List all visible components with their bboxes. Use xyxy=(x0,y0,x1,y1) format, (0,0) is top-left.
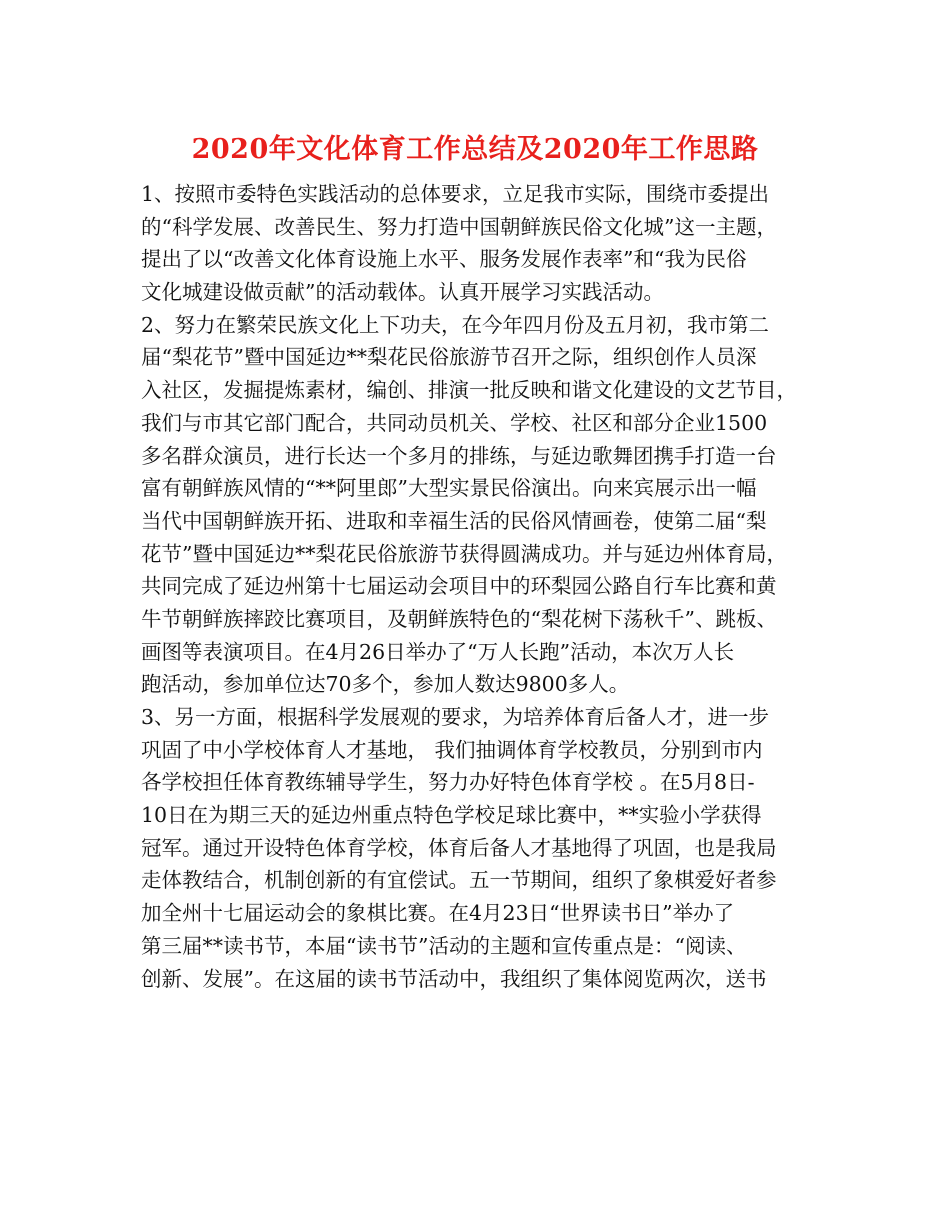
text-line: 2、努力在繁荣民族文化上下功夫，在今年四月份及五月初，我市第二 xyxy=(141,312,770,337)
text-line: 花节”暨中国延边**梨花民俗旅游节获得圆满成功。并与延边州体育局， xyxy=(141,541,787,566)
text-line: 各学校担任体育教练辅导学生，努力办好特色体育学校 。在5月8日- xyxy=(141,770,755,795)
document-title: 2020年文化体育工作总结及2020年工作思路 xyxy=(191,134,759,165)
text-line: 加全州十七届运动会的象棋比赛。在4月23日“世界读书日”举办了 xyxy=(141,901,735,926)
text-line: 提出了以“改善文化体育设施上水平、服务发展作表率”和“我为民俗 xyxy=(141,247,747,272)
text-line: 文化城建设做贡献”的活动载体。认真开展学习实践活动。 xyxy=(141,280,664,305)
paragraph-3 xyxy=(141,701,821,995)
text-line: 冠军。通过开设特色体育学校，体育后备人才基地得了巩固，也是我局 xyxy=(141,835,777,860)
text-line: 多名群众演员，进行长达一个多月的排练，与延边歌舞团携手打造一台 xyxy=(141,443,777,468)
text-line: 创新、发展”。在这届的读书节活动中，我组织了集体阅览两次，送书 xyxy=(141,966,767,991)
text-line: 届“梨花节”暨中国延边**梨花民俗旅游节召开之际，组织创作人员深 xyxy=(141,345,757,370)
text-line: 10日在为期三天的延边州重点特色学校足球比赛中，**实验小学获得 xyxy=(141,803,762,828)
text-line: 的“科学发展、改善民生、努力打造中国朝鲜族民俗文化城”这一主题， xyxy=(141,214,777,239)
text-line: 巩固了中小学校体育人才基地， 我们抽调体育学校教员，分别到市内 xyxy=(141,737,763,762)
text-line: 1、按照市委特色实践活动的总体要求，立足我市实际，围绕市委提出 xyxy=(141,182,770,206)
text-line: 牛节朝鲜族摔跤比赛项目，及朝鲜族特色的“梨花树下荡秋千”、跳板、 xyxy=(141,606,777,631)
text-line: 走体教结合，机制创新的有宜偿试。五一节期间，组织了象棋爱好者参 xyxy=(141,868,777,893)
paragraph-1 xyxy=(141,178,821,309)
text-line: 入社区，发掘提炼素材，编创、排演一批反映和谐文化建设的文艺节目， xyxy=(141,378,797,403)
text-line: 第三届**读书节，本届“读书节”活动的主题和宣传重点是：“阅读、 xyxy=(141,933,747,958)
text-line: 跑活动，参加单位达70多个，参加人数达9800多人。 xyxy=(141,672,630,697)
text-line: 3、另一方面，根据科学发展观的要求，为培养体育后备人才，进一步 xyxy=(141,705,770,729)
text-line: 富有朝鲜族风情的“**阿里郎”大型实景民俗演出。向来宾展示出一幅 xyxy=(141,476,757,501)
document-body xyxy=(141,178,821,995)
paragraph-2 xyxy=(141,309,821,701)
text-line: 我们与市其它部门配合，共同动员机关、学校、社区和部分企业1500 xyxy=(141,410,768,435)
text-line: 共同完成了延边州第十七届运动会项目中的环梨园公路自行车比赛和黄 xyxy=(141,574,777,599)
text-line: 当代中国朝鲜族开拓、进取和幸福生活的民俗风情画卷，使第二届“梨 xyxy=(141,508,767,533)
text-line: 画图等表演项目。在4月26日举办了“万人长跑”活动，本次万人长 xyxy=(141,639,735,664)
